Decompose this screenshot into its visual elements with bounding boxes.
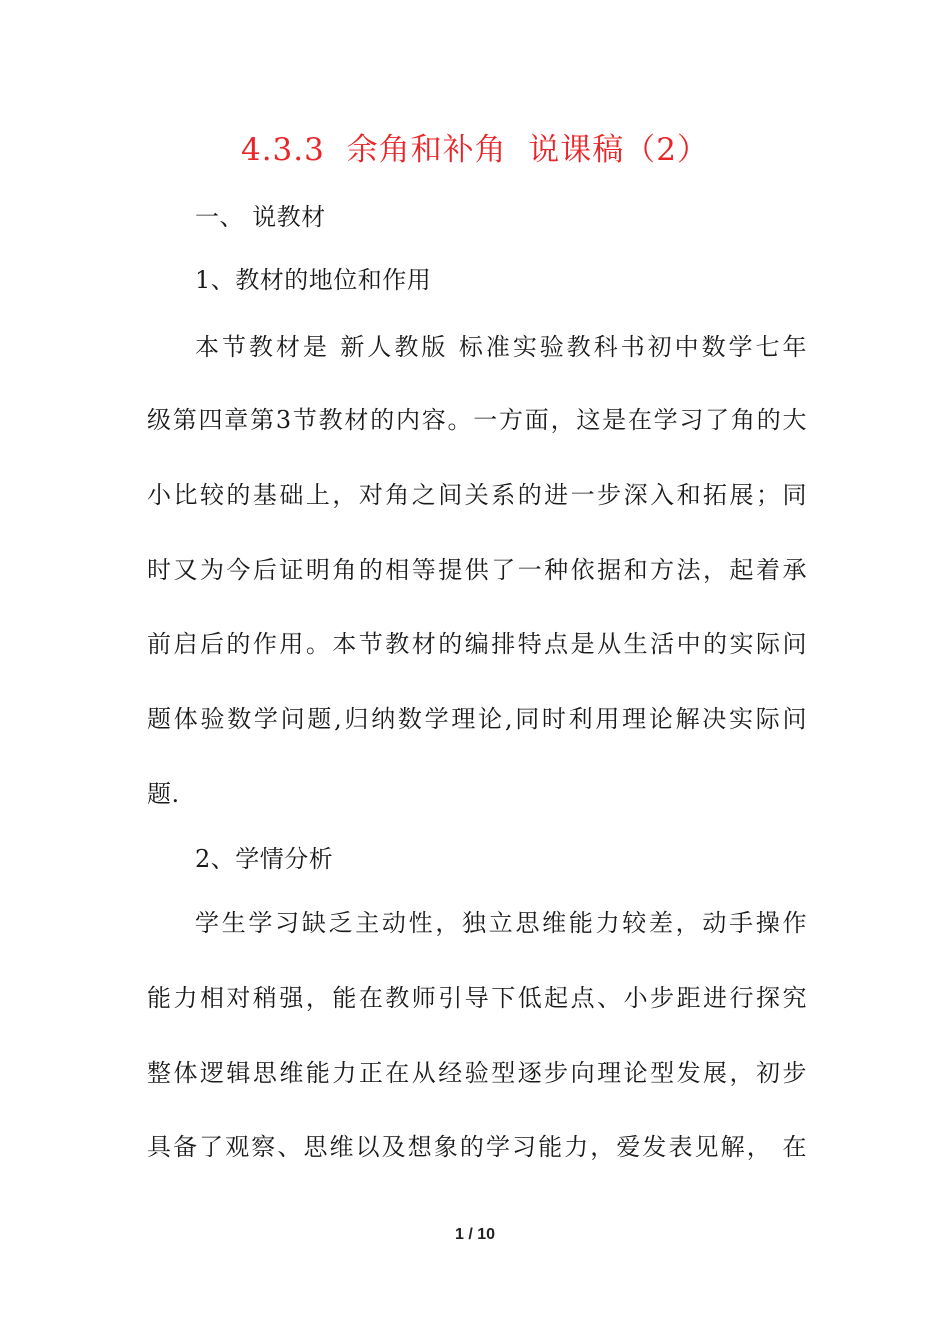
subsection-heading-position-and-role: 1、教材的地位和作用 bbox=[195, 266, 432, 294]
paragraph-line: 级第四章第3节教材的内容。一方面，这是在学习了角的大 bbox=[147, 406, 807, 434]
paragraph-line: 时又为今后证明角的相等提供了一种依据和方法，起着承 bbox=[147, 556, 807, 584]
paragraph-line: 前启后的作用。本节教材的编排特点是从生活中的实际问 bbox=[147, 630, 807, 658]
document-title: 4.3.3 余角和补角 说课稿（2） bbox=[240, 132, 709, 168]
paragraph-line: 小比较的基础上，对角之间关系的进一步深入和拓展；同 bbox=[147, 481, 807, 509]
paragraph-line: 本节教材是 新人教版 标准实验教科书初中数学七年 bbox=[195, 333, 807, 361]
paragraph-line: 具备了观察、思维以及想象的学习能力，爱发表见解， 在 bbox=[147, 1133, 807, 1161]
paragraph-line: 整体逻辑思维能力正在从经验型逐步向理论型发展，初步 bbox=[147, 1059, 807, 1087]
paragraph-line: 题体验数学问题,归纳数学理论,同时利用理论解决实际问 bbox=[147, 705, 807, 733]
paragraph-line: 题. bbox=[147, 780, 180, 808]
paragraph-line: 学生学习缺乏主动性，独立思维能力较差，动手操作 bbox=[195, 909, 807, 937]
page-number: 1 / 10 bbox=[454, 1226, 496, 1243]
subsection-heading-student-analysis: 2、学情分析 bbox=[195, 845, 334, 873]
section-heading-teaching-material: 一、 说教材 bbox=[195, 203, 326, 231]
paragraph-line: 能力相对稍强，能在教师引导下低起点、小步距进行探究 bbox=[147, 984, 807, 1012]
